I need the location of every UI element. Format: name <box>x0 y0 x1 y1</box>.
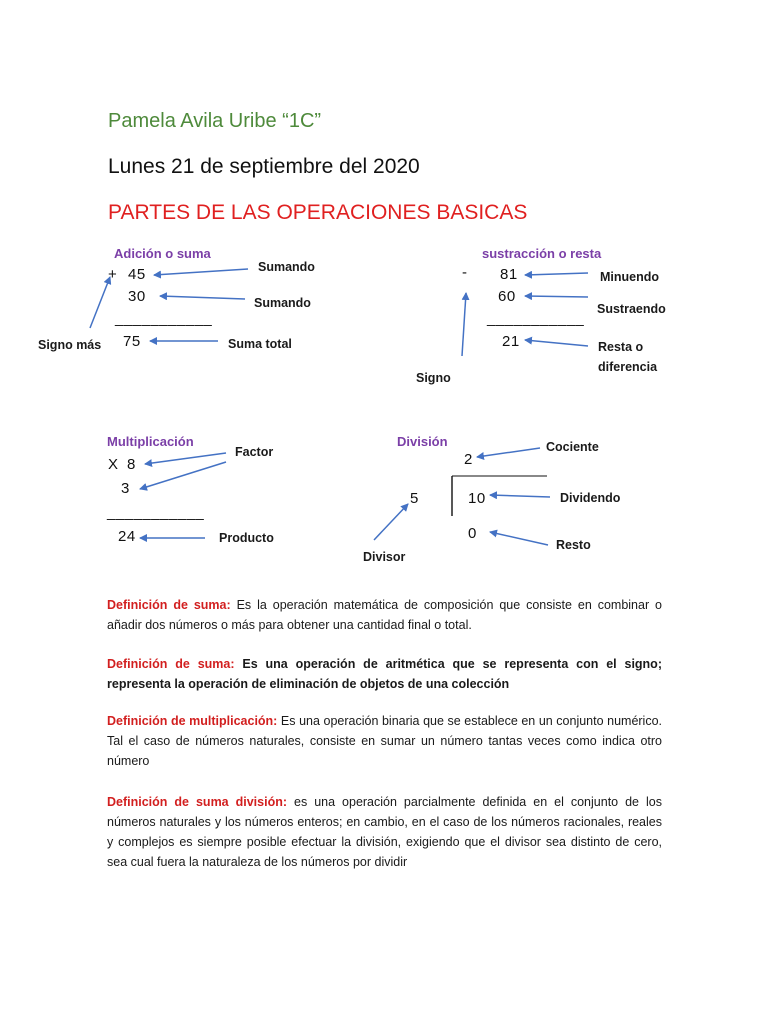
arrow-cociente <box>477 448 540 457</box>
arrow-factor-2 <box>140 462 226 489</box>
multiplicacion-sign: X <box>108 456 119 473</box>
multiplicacion-line: ___________ <box>107 504 205 521</box>
arrow-dividendo <box>490 495 550 497</box>
division-label-resto: Resto <box>556 538 591 552</box>
multiplicacion-result: 24 <box>118 528 136 545</box>
resta-label-diferencia: Resta o diferencia <box>598 340 658 374</box>
definition-body: Es una operación de aritmética que se representa con el signo; representa la operación de eliminación de objetos de una colección <box>107 657 662 691</box>
suma-line: ___________ <box>115 310 213 327</box>
suma-sumando-2: 30 <box>128 288 146 305</box>
multiplicacion-label-producto: Producto <box>219 531 274 545</box>
arrow-signo-mas <box>90 277 110 328</box>
definition-multiplicacion <box>107 711 662 771</box>
division-resto: 0 <box>468 525 477 542</box>
suma-sumando-1: 45 <box>128 266 146 283</box>
resta-title: sustracción o resta <box>482 246 602 261</box>
division-title: División <box>397 434 448 449</box>
multiplicacion-factor-1: 8 <box>127 456 136 473</box>
resta-label-minuendo: Minuendo <box>600 270 660 284</box>
definition-body: es una operación parcialmente definida en el conjunto de los números naturales y los números enteros; en cambio, en el caso de los números racionales, reales y complejos es siempre posible efectuar la división, exigiendo que el divisor sea distinto de cero, sea cual fuera la naturaleza de los números por dividir <box>107 795 662 869</box>
multiplicacion-factor-2: 3 <box>121 480 130 497</box>
arrow-minuendo <box>525 273 588 275</box>
arrow-sumando-2 <box>160 296 245 299</box>
division-label-cociente: Cociente <box>546 440 599 454</box>
arrow-divisor <box>374 504 408 540</box>
definition-body: Es la operación matemática de composición que consiste en combinar o añadir dos números o más para obtener una cantidad final o total. <box>107 598 662 632</box>
suma-title: Adición o suma <box>114 246 211 261</box>
suma-sign: + <box>108 266 118 283</box>
arrow-resto <box>490 532 548 545</box>
resta-label-signo: Signo <box>416 371 451 385</box>
suma-result: 75 <box>123 333 141 350</box>
resta-result: 21 <box>502 333 520 350</box>
definition-term: Definición de suma: <box>107 598 231 612</box>
division-dividendo: 10 <box>468 490 486 507</box>
suma-label-signo: Signo más <box>38 338 102 352</box>
suma-label-sumando-1: Sumando <box>258 260 315 274</box>
arrow-sustraendo <box>525 296 588 297</box>
division-label-divisor: Divisor <box>363 550 406 564</box>
arrow-signo <box>462 293 466 356</box>
arrow-resta <box>525 340 588 346</box>
page-title: PARTES DE LAS OPERACIONES BASICAS <box>108 201 528 224</box>
suma-label-sumando-2: Sumando <box>254 296 311 310</box>
definition-term: Definición de suma división: <box>107 795 288 809</box>
resta-line: ___________ <box>487 310 585 327</box>
date-line: Lunes 21 de septiembre del 2020 <box>108 155 420 178</box>
division-cociente: 2 <box>464 451 473 468</box>
definition-division <box>107 792 662 872</box>
arrow-sumando-1 <box>154 269 248 275</box>
definition-resta <box>107 654 662 694</box>
resta-minuendo: 81 <box>500 266 518 283</box>
resta-sustraendo: 60 <box>498 288 516 305</box>
arrow-factor-1 <box>145 453 226 464</box>
definition-body: Es una operación binaria que se establece en un conjunto numérico. Tal el caso de números naturales, consiste en sumar un número tantas veces como indica otro número <box>107 714 663 768</box>
definition-term: Definición de suma: <box>107 657 235 671</box>
suma-label-total: Suma total <box>228 337 292 351</box>
definition-suma <box>107 595 662 635</box>
student-name: Pamela Avila Uribe “1C” <box>108 110 322 132</box>
resta-label-sustraendo: Sustraendo <box>597 302 666 316</box>
division-label-dividendo: Dividendo <box>560 491 621 505</box>
multiplicacion-title: Multiplicación <box>107 434 194 449</box>
multiplicacion-label-factor: Factor <box>235 445 274 459</box>
division-divisor: 5 <box>410 490 419 507</box>
resta-sign: - <box>462 264 468 281</box>
definition-term: Definición de multiplicación: <box>107 714 278 728</box>
